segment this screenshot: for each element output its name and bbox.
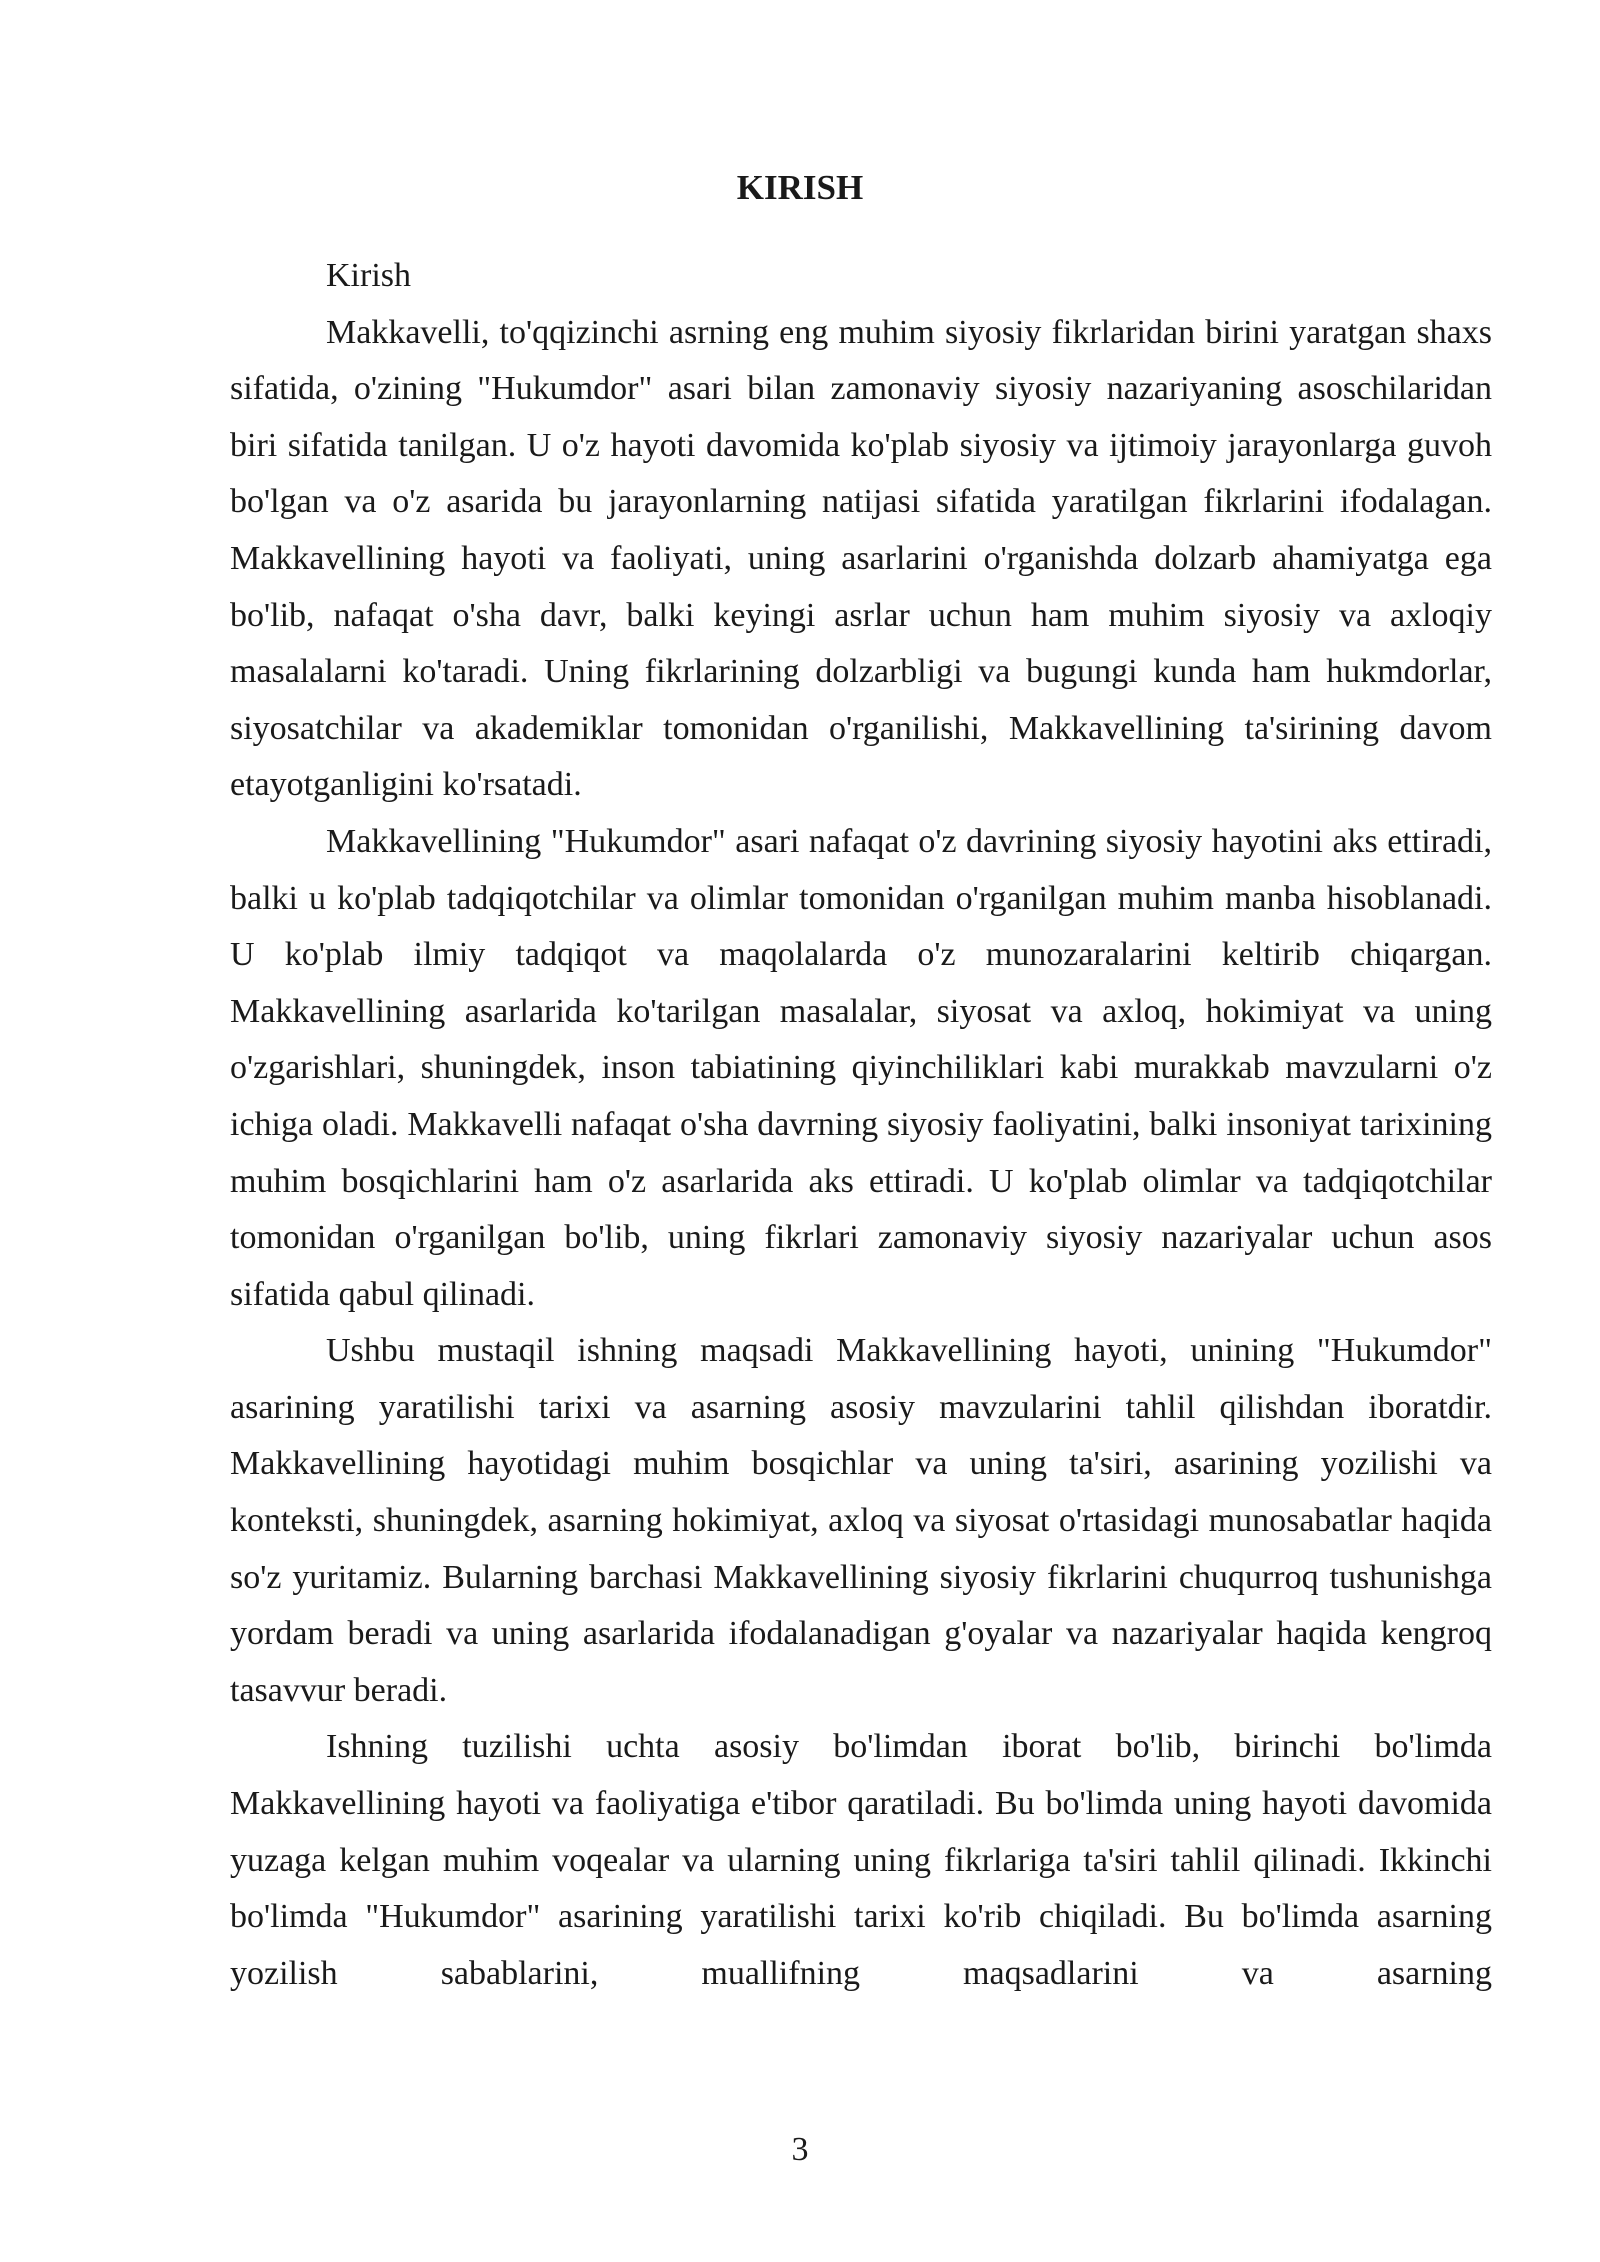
paragraph-4: Ishning tuzilishi uchta asosiy bo'limdan iborat bo'lib, birinchi bo'limda Makkavellining hayoti va faoliyatiga e'tibor qaratiladi. Bu bo'limda uning hayoti davomida yuzaga kelgan muhim voqealar va ularning uning fikrlariga ta'siri tahlil qilinadi. Ikkinchi bo'limda "Hukumdor" asarining yaratilishi tarixi ko'rib chiqiladi. Bu bo'limda asarning yozilish sabablarini, muallifning maqsadlarini va asarning [230, 1728, 1492, 1992]
section-subheading: Kirish [326, 257, 411, 294]
paragraph-1: Makkavelli, to'qqizinchi asrning eng muhim siyosiy fikrlaridan birini yaratgan shaxs sifatida, o'zining "Hukumdor" asari bilan zamonaviy siyosiy nazariyaning asoschilaridan biri sifatida tanilgan. U o'z hayoti davomida ko'plab siyosiy va ijtimoiy jarayonlarga guvoh bo'lgan va o'z asarida bu jarayonlarning natijasi sifatida yaratilgan fikrlarini ifodalagan. Makkavellining hayoti va faoliyati, uning asarlarini o'rganishda dolzarb ahamiyatga ega bo'lib, nafaqat o'sha davr, balki keyingi asrlar uchun ham muhim siyosiy va axloqiy masalalarni ko'taradi. Uning fikrlarining dolzarbligi va bugungi kunda ham hukmdorlar, siyosatchilar va akademiklar tomonidan o'rganilishi, Makkavellining ta'sirining davom etayotganligini ko'rsatadi. [230, 313, 1492, 804]
page-number: 3 [791, 2131, 809, 2168]
paragraph-2: Makkavellining "Hukumdor" asari nafaqat o'z davrining siyosiy hayotini aks ettiradi, balki u ko'plab tadqiqotchilar va olimlar tomonidan o'rganilgan muhim manba hisoblanadi. U ko'plab ilmiy tadqiqot va maqolalarda o'z munozaralarini keltirib chiqargan. Makkavellining asarlarida ko'tarilgan masalalar, siyosat va axloq, hokimiyat va uning o'zgarishlari, shuningdek, inson tabiatining qiyinchiliklari kabi murakkab mavzularni o'z ichiga oladi. Makkavelli nafaqat o'sha davrning siyosiy faoliyatini, balki insoniyat tarixining muhim bosqichlarini ham o'z asarlarida aks ettiradi. U ko'plab olimlar va tadqiqotchilar tomonidan o'rganilgan bo'lib, uning fikrlari zamonaviy siyosiy nazariyalar uchun asos sifatida qabul qilinadi. [230, 822, 1492, 1313]
document-body [230, 248, 1492, 2002]
page-heading: KIRISH [736, 168, 864, 207]
paragraph-3: Ushbu mustaqil ishning maqsadi Makkavellining hayoti, unining "Hukumdor" asarining yaratilishi tarixi va asarning asosiy mavzularini tahlil qilishdan iboratdir. Makkavellining hayotidagi muhim bosqichlar va uning ta'siri, asarining yozilishi va konteksti, shuningdek, asarning hokimiyat, axloq va siyosat o'rtasidagi munosabatlar haqida so'z yuritamiz. Bularning barchasi Makkavellining siyosiy fikrlarini chuqurroq tushunishga yordam beradi va uning asarlarida ifodalanadigan g'oyalar va nazariyalar haqida kengroq tasavvur beradi. [230, 1332, 1492, 1709]
